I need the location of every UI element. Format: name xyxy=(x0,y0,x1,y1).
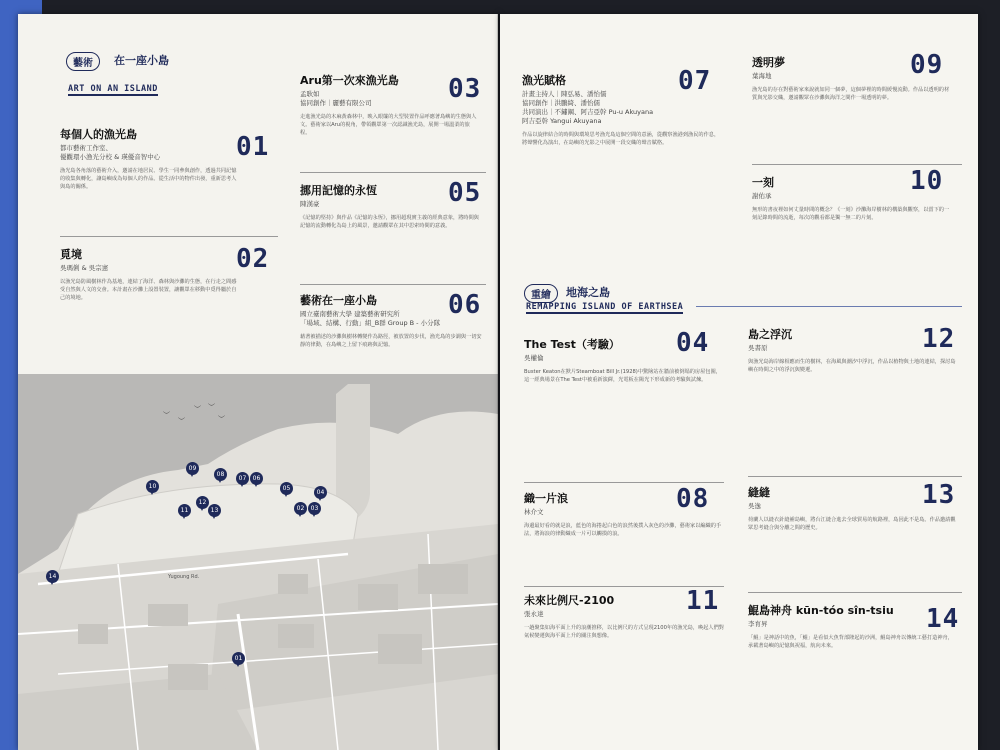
artwork-title: 鯤島神舟 kūn-tóo sîn-tsiu xyxy=(748,604,894,617)
section-title-art: 在一座小島 xyxy=(114,54,169,67)
artwork-description: 漁光島的存在對藝術家來說就如同一個夢，這個夢裡的時間緩慢流動。作品以透明的材質與光影交織，邀請觀眾在沙灘與海洋之間作一場透明的夢。 xyxy=(752,87,950,101)
artwork-description: 《記憶的堅持》與作品《記憶的永恆》，挪用超現實主義的經典意象，將時間與記憶的流動轉化為島上的風景，邀請觀眾在其中思索時間的意義。 xyxy=(300,215,479,229)
bird-icon: ︶ xyxy=(208,403,215,411)
artwork-description: 荷蘭人以縫衣針縫補島嶼，將台江縫合進去全球貿易的航路裡，島因此不是島。作品邀請觀眾思考縫合與分離之間的歷史。 xyxy=(748,517,956,531)
divider xyxy=(752,164,962,165)
bird-icon: ︶ xyxy=(218,415,225,423)
artwork-description: 以漁光島防風樹林作為基地，連結了海洋、森林與沙灘的生態，在行走之間感受自然與人文的交會。本計畫在沙灘上設置裝置，讓觀眾在移動中覓得屬於自己的境地。 xyxy=(60,279,237,301)
artwork-artist: 吳權倫 xyxy=(524,354,544,362)
bird-icon: ︶ xyxy=(163,411,170,419)
artwork-description: 一趟聚集如海平面上升的浪潮推移，以比例尺的方式呈現2100年的漁光島，喚起人們對氣候變遷與海平面上升的關注與想像。 xyxy=(524,625,724,639)
map-pin-02[interactable]: 02 xyxy=(294,502,307,515)
map-pin-12[interactable]: 12 xyxy=(196,496,209,509)
artwork-artist: 都市藝術工作室、 優觀環小漁光分校 & 瑛優音智中心 xyxy=(60,144,161,161)
artwork-title: 藝術在一座小島 xyxy=(300,294,377,307)
artwork-description: 海邊最好看的就是浪，藍色的海捲起白色的浪然後撲入灰色的沙灘，藝術家以編織的手法，將海浪的律動織成一片可以觸摸的浪。 xyxy=(524,523,722,537)
artwork-artist: 吳瑪俐 & 吳宗憲 xyxy=(60,264,109,272)
right-page xyxy=(500,14,978,750)
artwork-artist: 陳漢豪 xyxy=(300,200,320,208)
artwork-artist: 孟耿如 協同創作｜麗藝有限公司 xyxy=(300,90,372,107)
artwork-number: 10 xyxy=(910,166,944,196)
bird-icon: ︶ xyxy=(194,405,201,413)
divider xyxy=(748,592,962,593)
map-pin-10[interactable]: 10 xyxy=(146,480,159,493)
artwork-number: 13 xyxy=(922,480,956,510)
artwork-title: 島之浮沉 xyxy=(748,328,792,341)
island-map xyxy=(18,374,498,750)
artwork-description: 漁光島各角落的藝術介入，邀請在地居民、學生一同參與創作，透過共同記憶的收集與轉化，讓島嶼成為每個人的作品。從生活中的物件出發，重新思考人與島的關係。 xyxy=(60,168,237,190)
artwork-title: 覓境 xyxy=(60,248,82,261)
left-page xyxy=(18,14,498,750)
artwork-artist: 吳書原 xyxy=(748,344,768,352)
map-pin-13[interactable]: 13 xyxy=(208,504,221,517)
artwork-item-02 xyxy=(60,246,240,352)
artwork-artist: 李育昇 xyxy=(748,620,768,628)
artwork-title: 挪用記憶的永恆 xyxy=(300,184,377,197)
artwork-number: 14 xyxy=(926,604,960,634)
map-pin-06[interactable]: 06 xyxy=(250,472,263,485)
artwork-artist: 吳逸 xyxy=(748,502,761,510)
road-label: Yugoung Rd. xyxy=(168,574,200,580)
section-title-remap: 地海之島 xyxy=(566,286,610,299)
artwork-artist: 計畫主持人｜陳弘易、潘怡儒 協同創作｜洪鵬綺、潘怡儒 共同演出｜不鏽鋼、阿吉亞幹 Pu-u Akuyana 阿吉亞幹 Yangui Akuyana xyxy=(522,90,654,125)
map-pin-14[interactable]: 14 xyxy=(46,570,59,583)
artwork-description: 與漁光島海岸線相應而生的樹林，在海風與潮汐中浮沉，作品以植物與土地的連結，探討島嶼在時間之中的浮沉與變遷。 xyxy=(748,359,956,373)
artwork-artist: 謝佑承 xyxy=(752,192,772,200)
artwork-description: 藉著被描述的沙灘與樹林轉變作為路徑，被放置的步伐，漁光島的步調與一切安靜的律動，在島嶼之上留下痕跡與記憶。 xyxy=(300,334,482,348)
artwork-number: 04 xyxy=(676,328,710,358)
bird-icon: ︶ xyxy=(178,417,185,425)
artwork-number: 12 xyxy=(922,324,956,354)
map-pin-04[interactable]: 04 xyxy=(314,486,327,499)
section-badge-art: 藝術 xyxy=(66,52,100,71)
artwork-artist: 張永達 xyxy=(524,610,544,618)
artwork-title: The Test（考驗） xyxy=(524,338,620,351)
section-subtitle-remap: REMAPPING ISLAND OF EARTHSEA xyxy=(526,302,684,312)
section-badge-remap: 重繪 xyxy=(524,284,558,303)
artwork-artist: 林介文 xyxy=(524,508,544,516)
artwork-title: 透明夢 xyxy=(752,56,785,69)
artwork-artist: 葉海地 xyxy=(752,72,772,80)
map-pin-11[interactable]: 11 xyxy=(178,504,191,517)
artwork-number: 01 xyxy=(236,132,270,162)
artwork-title: 縫縫 xyxy=(748,486,770,499)
map-pin-05[interactable]: 05 xyxy=(280,482,293,495)
artwork-number: 07 xyxy=(678,66,712,96)
map-pin-08[interactable]: 08 xyxy=(214,468,227,481)
artwork-number: 09 xyxy=(910,50,944,80)
divider xyxy=(524,482,724,483)
artwork-number: 02 xyxy=(236,244,270,274)
map-pin-09[interactable]: 09 xyxy=(186,462,199,475)
divider xyxy=(300,284,486,285)
artwork-number: 06 xyxy=(448,290,482,320)
artwork-title: 未來比例尺-2100 xyxy=(524,594,615,607)
section-line xyxy=(696,306,962,307)
artwork-item-01 xyxy=(60,126,240,223)
artwork-title: 一刻 xyxy=(752,176,774,189)
artwork-description: 作品以旋律結合的時間與環境思考漁光島這個空間的意涵，從觀察漁港到漁民的作息，將聲響化為演出，在島嶼的光影之中展開一段交織的聲音賦格。 xyxy=(522,132,720,146)
artwork-number: 03 xyxy=(448,74,482,104)
artwork-title: Aru第一次來漁光島 xyxy=(300,74,399,87)
artwork-title: 織一片浪 xyxy=(524,492,568,505)
artwork-number: 08 xyxy=(676,484,710,514)
divider xyxy=(300,172,486,173)
artwork-description: 無形的書夜裡如何丈量時間的概念？《一刻》沙灘海岸樹林的構築與觀察，以當下的一刻記錄時間的流逝，每次的觀看都是獨一無二的片刻。 xyxy=(752,207,950,221)
map-pin-01[interactable]: 01 xyxy=(232,652,245,665)
artwork-number: 05 xyxy=(448,178,482,208)
artwork-title: 漁光賦格 xyxy=(522,74,566,87)
artwork-title: 每個人的漁光島 xyxy=(60,128,137,141)
divider xyxy=(748,476,962,477)
divider xyxy=(60,236,278,237)
artwork-description: 走進漁光島的木麻黃森林中，映入眼簾的大型裝置作品呼應著島嶼的生態與人文。藝術家以Aru的視角，帶領觀眾第一次認識漁光島，展開一場溫柔的旅程。 xyxy=(300,114,477,136)
artwork-number: 11 xyxy=(686,586,720,616)
artwork-description: Buster Keaton在默片Steamboat Bill Jr.(1928)中驚險站在牆前被倒塌的房屋包圍，這一經典場景在The Test中被重新演繹，光電板在陽光下形成新的考驗與試煉。 xyxy=(524,369,721,383)
map-pin-03[interactable]: 03 xyxy=(308,502,321,515)
section-subtitle-art: ART ON AN ISLAND xyxy=(68,84,158,94)
artwork-artist: 國立臺南藝術大學 建築藝術研究所 「場域、結構、行動」組_B群 Group B - 小分隊 xyxy=(300,310,441,327)
map-graphic xyxy=(18,374,498,750)
map-pin-07[interactable]: 07 xyxy=(236,472,249,485)
artwork-description: 「鯤」是神話中的魚，「鯤」是看似大魚背部隆起的沙洲，鯤島神舟以傳統工藝打造神舟，承載著島嶼的記憶與祝福，航向未來。 xyxy=(748,635,953,649)
